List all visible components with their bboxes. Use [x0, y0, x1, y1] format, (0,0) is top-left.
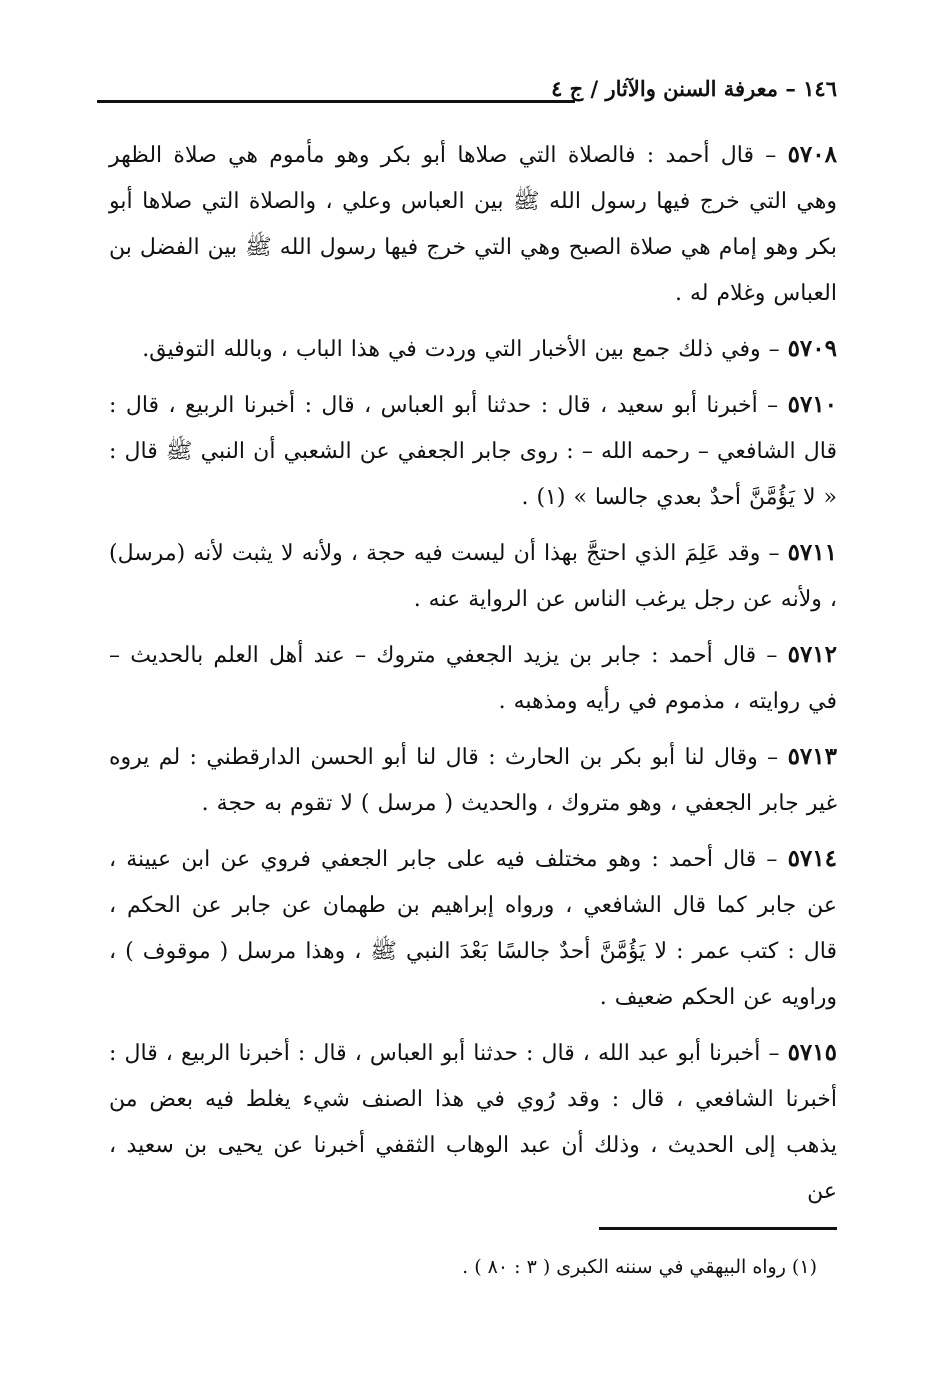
paragraph-text: – وفي ذلك جمع بين الأخبار التي وردت في هذا الباب ، وبالله التوفيق. [142, 337, 780, 362]
paragraph-text: – قال أحمد : وهو مختلف فيه على جابر الجعفي فروي عن ابن عيينة ، عن جابر كما قال الشافعي ، ورواه إبراهيم بن طهمان عن جابر عن الحكم ، قال : كتب عمر : لا يَؤُمَّنَّ أحدٌ جالسًا بَعْدَ النبي ﷺ ، وهذا مرسل ( موقوف ) ، وراويه عن الحكم ضعيف . [109, 847, 837, 1010]
header-rule [97, 100, 575, 103]
paragraph [109, 836, 837, 1021]
paragraph-number: ٥٧١٤ [787, 845, 837, 872]
footnote-rule [599, 1227, 837, 1230]
paragraph-text: – قال أحمد : جابر بن يزيد الجعفي متروك – عند أهل العلم بالحديث – في روايته ، مذموم في رأيه ومذهبه . [109, 643, 837, 714]
paragraph [109, 382, 837, 521]
paragraph-text: – وقال لنا أبو بكر بن الحارث : قال لنا أبو الحسن الدارقطني : لم يروه غير جابر الجعفي ، وهو متروك ، والحديث ( مرسل ) لا تقوم به حجة . [109, 745, 837, 816]
page-header [97, 74, 837, 114]
paragraph-number: ٥٧٠٨ [787, 141, 837, 168]
paragraph-text: – وقد عَلِمَ الذي احتجَّ بهذا أن ليست فيه حجة ، ولأنه لا يثبت لأنه (مرسل) ، ولأنه عن رجل يرغب الناس عن الرواية عنه . [109, 541, 837, 612]
paragraph [109, 734, 837, 827]
paragraph [109, 1030, 837, 1215]
paragraph-number: ٥٧١٠ [787, 391, 838, 418]
paragraph [109, 530, 837, 623]
paragraph-text: – قال أحمد : فالصلاة التي صلاها أبو بكر وهو مأموم هي صلاة الظهر وهي التي خرج فيها رسول الله ﷺ بين العباس وعلي ، والصلاة التي صلاها أبو بكر وهو إمام هي صلاة الصبح وهي التي خرج فيها رسول الله ﷺ بين الفضل بن العباس وغلام له . [109, 143, 837, 306]
paragraph-text: – أخبرنا أبو عبد الله ، قال : حدثنا أبو العباس ، قال : أخبرنا الربيع ، قال : أخبرنا الشافعي ، قال : وقد رُوي في هذا الصنف شيء يغلط فيه بعض من يذهب إلى الحديث ، وذلك أن عبد الوهاب الثقفي أخبرنا عن يحيى بن سعيد ، عن [109, 1041, 837, 1204]
paragraph-number: ٥٧٠٩ [787, 335, 837, 362]
paragraph-text: – أخبرنا أبو سعيد ، قال : حدثنا أبو العباس ، قال : أخبرنا الربيع ، قال : قال الشافعي – رحمه الله – : روى جابر الجعفي عن الشعبي أن النبي ﷺ قال : « لا يَؤُمَّنَّ أحدٌ بعدي جالسا » (١) . [109, 393, 837, 510]
paragraph-number: ٥٧١٥ [787, 1039, 837, 1066]
paragraph [109, 326, 837, 373]
paragraph-number: ٥٧١١ [787, 539, 837, 566]
paragraph-number: ٥٧١٣ [787, 743, 837, 770]
paragraph-number: ٥٧١٢ [787, 641, 838, 668]
footnote: (١) رواه البيهقي في سننه الكبرى ( ٣ : ٨٠ ) . [462, 1256, 817, 1278]
paragraph [109, 132, 837, 317]
paragraph [109, 632, 837, 725]
running-head: ١٤٦ – معرفة السنن والآثار / ج ٤ [551, 76, 837, 101]
main-text [109, 132, 837, 1224]
